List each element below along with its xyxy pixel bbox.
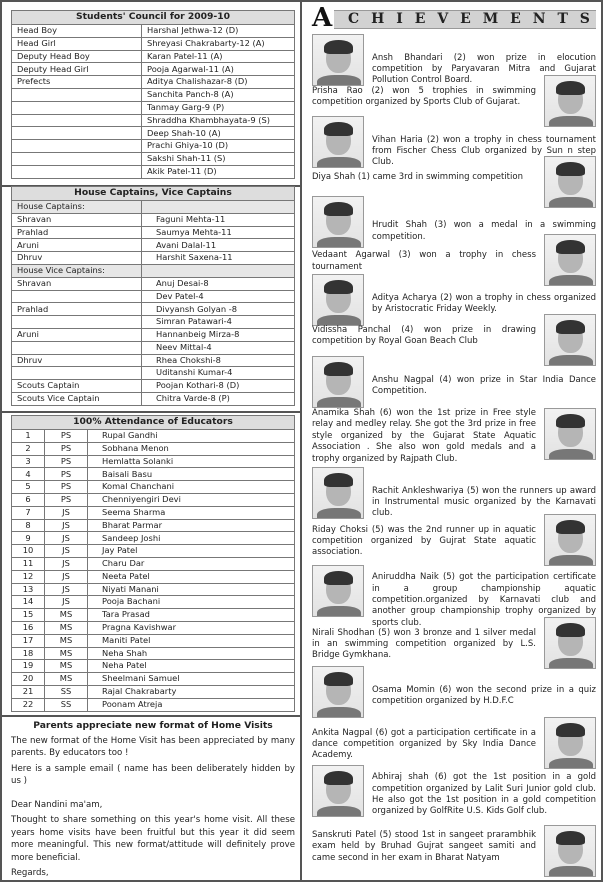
council-role: Deputy Head Girl [12, 63, 142, 76]
achievement-text: Aditya Acharya (2) won a trophy in chess organized by Aristocratic Friday Weekly. [372, 292, 596, 314]
left-column [2, 2, 302, 880]
achievement-text: Vihan Haria (2) won a trophy in chess tournament from Fischer Chess Club organized by Sun n step Club. [372, 134, 596, 168]
educator-name: Jay Patel [88, 545, 295, 558]
table-row [12, 25, 295, 38]
serial-number: 1 [12, 430, 45, 443]
serial-number: 18 [12, 647, 45, 660]
achievement-text: Sanskruti Patel (5) stood 1st in sangeet prarambhik exam held by Bruhad Gujrat sangeet samiti and came second in her exam in Bharat Natyam [312, 829, 536, 863]
council-role [12, 114, 142, 127]
table-row [12, 468, 295, 481]
educator-name: Charu Dar [88, 557, 295, 570]
student-photo [312, 467, 364, 519]
section-code: JS [45, 583, 88, 596]
student-photo [544, 717, 596, 769]
serial-number: 6 [12, 493, 45, 506]
house-name: Scouts Captain [12, 380, 142, 393]
serial-number: 8 [12, 519, 45, 532]
table-row [12, 50, 295, 63]
subheading-spacer [142, 201, 295, 214]
captain-name: Avani Dalal-11 [142, 239, 295, 252]
council-role: Prefects [12, 76, 142, 89]
table-row [12, 380, 295, 393]
student-photo [544, 408, 596, 460]
table-row [12, 316, 295, 329]
section-code: MS [45, 647, 88, 660]
section-code: JS [45, 596, 88, 609]
educator-name: Neha Patel [88, 660, 295, 673]
house-name: Aruni [12, 239, 142, 252]
vice-captain-name: Divyansh Golyan -8 [142, 303, 295, 316]
serial-number: 2 [12, 442, 45, 455]
student-photo [544, 617, 596, 669]
title-letter: M [482, 11, 499, 28]
council-member-name: Tanmay Garg-9 (P) [142, 101, 295, 114]
achievement-text: Vidissha Panchal (4) won prize in drawing competition by Royal Goan Beach Club [312, 324, 536, 346]
home-visits-article [11, 720, 295, 882]
educator-name: Pooja Bachani [88, 596, 295, 609]
house-name [12, 367, 142, 380]
student-photo [312, 765, 364, 817]
subheading-spacer [142, 264, 295, 277]
achievement-text: Abhiraj shah (6) got the 1st position in a gold competition organized by Lalit Suri Junior gold club. He also got the 1st position in a gold competition organized by GolfRite U.S. Kids Golf club. [372, 772, 596, 817]
council-member-name: Harshal Jethwa-12 (D) [142, 25, 295, 38]
section-code: MS [45, 609, 88, 622]
section-code: JS [45, 557, 88, 570]
house-name: Aruni [12, 328, 142, 341]
table-row [12, 685, 295, 698]
table-row [12, 114, 295, 127]
achievement-text: Osama Momin (6) won the second prize in a quiz competition organized by H.D.F.C [372, 684, 596, 706]
email-salutation: Dear Nandini ma'am, [11, 799, 103, 810]
section-code: PS [45, 481, 88, 494]
serial-number: 5 [12, 481, 45, 494]
educator-name: Hemlatta Solanki [88, 455, 295, 468]
section-code: PS [45, 455, 88, 468]
achievements-initial: A [312, 3, 333, 33]
student-photo [312, 666, 364, 718]
house-captains-subheading [12, 201, 295, 214]
vice-captain-name: Rhea Chokshi-8 [142, 354, 295, 367]
section-code: JS [45, 570, 88, 583]
serial-number: 22 [12, 698, 45, 711]
vice-captain-name: Hannanbeig Mirza-8 [142, 328, 295, 341]
table-row [12, 328, 295, 341]
table-row [12, 660, 295, 673]
council-member-name: Pooja Agarwal-11 (A) [142, 63, 295, 76]
table-row [12, 63, 295, 76]
vice-captain-name: Neev Mittal-4 [142, 341, 295, 354]
serial-number: 11 [12, 557, 45, 570]
educator-name: Neeta Patel [88, 570, 295, 583]
table-row [12, 101, 295, 114]
title-letter: S [579, 11, 590, 28]
achievements-title-bar [334, 10, 596, 29]
council-member-name: Aditya Chalishazar-8 (D) [142, 76, 295, 89]
educator-name: Tara Prasad [88, 609, 295, 622]
serial-number: 10 [12, 545, 45, 558]
vice-captain-name: Poojan Kothari-8 (D) [142, 380, 295, 393]
table-row [12, 673, 295, 686]
serial-number: 15 [12, 609, 45, 622]
educator-name: Chenniyengiri Devi [88, 493, 295, 506]
serial-number: 3 [12, 455, 45, 468]
house-name: Dhruv [12, 354, 142, 367]
table-row [12, 698, 295, 711]
house-name: Scouts Vice Captain [12, 392, 142, 405]
table-row [12, 341, 295, 354]
captain-name: Saumya Mehta-11 [142, 226, 295, 239]
achievement-item [312, 825, 596, 879]
educator-name: Rajal Chakrabarty [88, 685, 295, 698]
title-letter: I [396, 11, 403, 28]
serial-number: 21 [12, 685, 45, 698]
achievement-item [312, 666, 596, 720]
sample-email-note: Here is a sample email ( name has been deliberately hidden by us ) [11, 763, 295, 786]
council-member-name: Shraddha Khambhayata-9 (S) [142, 114, 295, 127]
subheading-label: House Vice Captains: [12, 264, 142, 277]
table-row [12, 252, 295, 265]
section-code: PS [45, 430, 88, 443]
table-row [12, 37, 295, 50]
achievement-text: Prisha Rao (2) won 5 trophies in swimming competition organized by Sports Club of Gujarat. [312, 85, 536, 107]
house-name: Shravan [12, 213, 142, 226]
title-letter: T [557, 11, 568, 28]
table-row [12, 140, 295, 153]
council-role [12, 152, 142, 165]
table-row [12, 88, 295, 101]
table-row [12, 213, 295, 226]
section-code: SS [45, 698, 88, 711]
table-row [12, 596, 295, 609]
achievement-text: Diya Shah (1) came 3rd in swimming competition [312, 172, 523, 183]
table-row [12, 303, 295, 316]
council-member-name: Shreyasi Chakrabarty-12 (A) [142, 37, 295, 50]
title-letter: V [437, 11, 449, 28]
table-row [12, 621, 295, 634]
title-letter: E [460, 11, 471, 28]
educator-name: Baisali Basu [88, 468, 295, 481]
students-council-table [11, 10, 295, 179]
achievement-item [312, 356, 596, 410]
achievement-text: Anamika Shah (6) won the 1st prize in Free style relay and medley relay. She got the 3rd prize in free style organized by the Gujarat State Aquatic Association . She also won gold medals and a trophy organized by Rajpath Club. [312, 408, 536, 464]
serial-number: 7 [12, 506, 45, 519]
vice-captain-name: Dev Patel-4 [142, 290, 295, 303]
section-code: SS [45, 685, 88, 698]
house-name: Dhruv [12, 252, 142, 265]
vice-captains-subheading [12, 264, 295, 277]
table-row [12, 127, 295, 140]
section-code: PS [45, 442, 88, 455]
section-code: PS [45, 468, 88, 481]
achievements-heading [312, 3, 596, 33]
council-member-name: Akik Patel-11 (D) [142, 165, 295, 178]
section-code: MS [45, 634, 88, 647]
house-name [12, 341, 142, 354]
section-code: JS [45, 532, 88, 545]
table-row [12, 609, 295, 622]
serial-number: 16 [12, 621, 45, 634]
table-row [12, 532, 295, 545]
serial-number: 9 [12, 532, 45, 545]
educator-name: Bharat Parmar [88, 519, 295, 532]
council-role [12, 88, 142, 101]
house-name [12, 290, 142, 303]
serial-number: 12 [12, 570, 45, 583]
email-closing: Regards, [11, 868, 49, 878]
achievement-text: Ansh Bhandari (2) won prize in elocution competition by Paryavaran Mitra and Gujarat Pollution Control Board. [372, 52, 596, 86]
achievement-text: Vedaant Agarwal (3) won a trophy in chess tournament [312, 250, 536, 272]
achievement-item [312, 565, 596, 628]
table-row [12, 493, 295, 506]
section-code: JS [45, 519, 88, 532]
serial-number: 4 [12, 468, 45, 481]
attendance-title: 100% Attendance of Educators [12, 416, 295, 430]
table-row [12, 570, 295, 583]
student-photo [312, 565, 364, 617]
section-divider [2, 411, 300, 413]
table-row [12, 239, 295, 252]
achievement-text: Ankita Nagpal (6) got a participation certificate in a dance competition organized by Sky India Dance Academy. [312, 727, 536, 761]
captain-name: Faguni Mehta-11 [142, 213, 295, 226]
section-code: MS [45, 621, 88, 634]
section-divider [2, 715, 300, 717]
table-row [12, 481, 295, 494]
educator-name: Sheelmani Samuel [88, 673, 295, 686]
achievement-text: Riday Choksi (5) was the 2nd runner up in aquatic competition organized by Gujrat State aquatic association. [312, 524, 536, 558]
table-row [12, 506, 295, 519]
title-letter: E [414, 11, 426, 28]
table-row [12, 367, 295, 380]
achievement-text: Hrudit Shah (3) won a medal in a swimming competition. [372, 220, 596, 242]
achievement-text: Anshu Nagpal (4) won prize in Star India Dance Competition. [372, 374, 596, 396]
title-letter: N [532, 11, 546, 28]
vice-captain-name: Uditanshi Kumar-4 [142, 367, 295, 380]
achievement-text: Rachit Ankleshwariya (5) won the runners up award in Instrumental music organized by the Karnavati club. [372, 485, 596, 519]
section-code: MS [45, 660, 88, 673]
vice-captain-name: Anuj Desai-8 [142, 277, 295, 290]
section-code: PS [45, 493, 88, 506]
table-row [12, 519, 295, 532]
section-code: MS [45, 673, 88, 686]
house-name [12, 316, 142, 329]
council-member-name: Prachi Ghiya-10 (D) [142, 140, 295, 153]
table-row [12, 557, 295, 570]
achievement-item [312, 617, 596, 671]
students-council-title: Students' Council for 2009-10 [12, 11, 295, 25]
table-row [12, 277, 295, 290]
house-captains-title: House Captains, Vice Captains [12, 187, 295, 201]
educator-name: Niyati Manani [88, 583, 295, 596]
council-role: Head Girl [12, 37, 142, 50]
achievements-column [304, 2, 601, 880]
vice-captain-name: Chitra Varde-8 (P) [142, 392, 295, 405]
council-member-name: Deep Shah-10 (A) [142, 127, 295, 140]
table-row [12, 290, 295, 303]
council-role [12, 140, 142, 153]
home-visits-title: Parents appreciate new format of Home Visits [33, 720, 273, 731]
achievement-item [312, 408, 596, 462]
educator-name: Sobhana Menon [88, 442, 295, 455]
title-letter: H [371, 11, 385, 28]
educator-name: Sandeep Joshi [88, 532, 295, 545]
captain-name: Harshit Saxena-11 [142, 252, 295, 265]
table-row [12, 152, 295, 165]
achievement-item [312, 467, 596, 521]
table-row [12, 76, 295, 89]
serial-number: 17 [12, 634, 45, 647]
table-row [12, 442, 295, 455]
council-role: Deputy Head Boy [12, 50, 142, 63]
student-photo [544, 825, 596, 877]
table-row [12, 545, 295, 558]
house-name: Prahlad [12, 226, 142, 239]
educator-name: Rupal Gandhi [88, 430, 295, 443]
table-row [12, 583, 295, 596]
table-row [12, 430, 295, 443]
house-name: Prahlad [12, 303, 142, 316]
educator-name: Komal Chanchani [88, 481, 295, 494]
achievement-item [312, 514, 596, 568]
educator-name: Maniti Patel [88, 634, 295, 647]
student-photo [544, 514, 596, 566]
email-body: Thought to share something on this year's home visit. All these years home visits have been fruitful but this year it did seem more meaningful. This new format/attitude will definitely prove more beneficial. [11, 815, 295, 863]
table-row [12, 392, 295, 405]
council-role [12, 127, 142, 140]
achievement-item [312, 765, 596, 819]
council-role: Head Boy [12, 25, 142, 38]
table-row [12, 647, 295, 660]
educator-name: Seema Sharma [88, 506, 295, 519]
serial-number: 14 [12, 596, 45, 609]
title-letter: E [510, 11, 521, 28]
student-photo [312, 356, 364, 408]
council-member-name: Sanchita Panch-8 (A) [142, 88, 295, 101]
council-member-name: Sakshi Shah-11 (S) [142, 152, 295, 165]
house-name: Shravan [12, 277, 142, 290]
attendance-table [11, 415, 295, 712]
table-row [12, 165, 295, 178]
serial-number: 20 [12, 673, 45, 686]
subheading-label: House Captains: [12, 201, 142, 214]
vice-captain-name: Simran Patawari-4 [142, 316, 295, 329]
table-row [12, 226, 295, 239]
table-row [12, 455, 295, 468]
achievement-text: Nirali Shodhan (5) won 3 bronze and 1 silver medal in an swimming competition organized by L.S. Bridge Gymkhana. [312, 627, 536, 661]
educator-name: Pragna Kavishwar [88, 621, 295, 634]
council-role [12, 165, 142, 178]
achievement-text: Aniruddha Naik (5) got the participation certificate in a group championship aquatic competition.organized by Karnavati club and another group championship trophy organized by sports club. [372, 572, 596, 628]
title-letter: C [348, 11, 360, 28]
section-code: JS [45, 506, 88, 519]
serial-number: 13 [12, 583, 45, 596]
educator-name: Poonam Atreja [88, 698, 295, 711]
council-role [12, 101, 142, 114]
table-row [12, 634, 295, 647]
house-captains-table [11, 186, 295, 406]
table-row [12, 354, 295, 367]
achievement-item [312, 717, 596, 771]
section-code: JS [45, 545, 88, 558]
serial-number: 19 [12, 660, 45, 673]
educator-name: Neha Shah [88, 647, 295, 660]
council-member-name: Karan Patel-11 (A) [142, 50, 295, 63]
home-visits-intro: The new format of the Home Visit has been appreciated by many parents. By educators too ! [11, 735, 295, 758]
